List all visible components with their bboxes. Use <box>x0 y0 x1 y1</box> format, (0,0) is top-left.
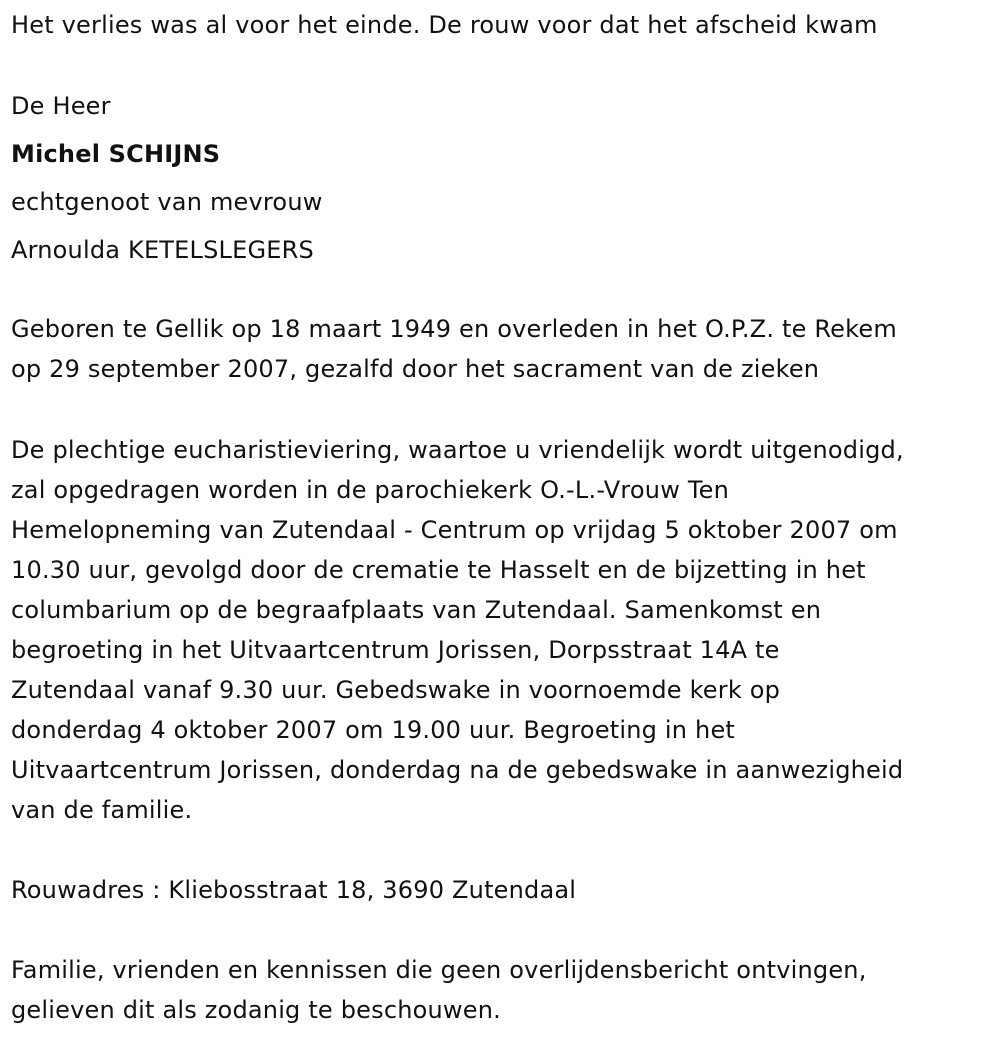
birth-death-paragraph <box>11 309 996 389</box>
ceremony-line: van de familie. <box>11 796 193 824</box>
ceremony-line: columbarium op de begraafplaats van Zutendaal. Samenkomst en <box>11 596 822 624</box>
closing-paragraph <box>11 950 996 1030</box>
ceremony-line: begroeting in het Uitvaartcentrum Jorissen, Dorpsstraat 14A te <box>11 636 780 664</box>
ceremony-line: De plechtige eucharistieviering, waartoe u vriendelijk wordt uitgenodigd, <box>11 436 904 464</box>
closing-line: Familie, vrienden en kennissen die geen overlijdensbericht ontvingen, <box>11 956 867 984</box>
birth-death-line: op 29 september 2007, gezalfd door het sacrament van de zieken <box>11 355 820 383</box>
ceremony-line: 10.30 uur, gevolgd door de crematie te Hasselt en de bijzetting in het <box>11 556 866 584</box>
deceased-name: Michel SCHIJNS <box>11 140 221 168</box>
ceremony-line: Hemelopneming van Zutendaal - Centrum op vrijdag 5 oktober 2007 om <box>11 516 898 544</box>
ceremony-line: Zutendaal vanaf 9.30 uur. Gebedswake in voornoemde kerk op <box>11 676 781 704</box>
birth-death-line: Geboren te Gellik op 18 maart 1949 en overleden in het O.P.Z. te Rekem <box>11 315 897 343</box>
relation: echtgenoot van mevrouw <box>11 188 323 216</box>
ceremony-line: Uitvaartcentrum Jorissen, donderdag na de gebedswake in aanwezigheid <box>11 756 904 784</box>
mourning-address: Rouwadres : Kliebosstraat 18, 3690 Zutendaal <box>11 876 577 904</box>
closing-line: gelieven dit als zodanig te beschouwen. <box>11 996 501 1024</box>
spouse-name: Arnoulda KETELSLEGERS <box>11 236 314 264</box>
salutation: De Heer <box>11 92 111 120</box>
ceremony-line: donderdag 4 oktober 2007 om 19.00 uur. Begroeting in het <box>11 716 736 744</box>
ceremony-line: zal opgedragen worden in de parochiekerk O.-L.-Vrouw Ten <box>11 476 730 504</box>
motto: Het verlies was al voor het einde. De rouw voor dat het afscheid kwam <box>11 11 878 39</box>
ceremony-paragraph <box>11 430 996 830</box>
